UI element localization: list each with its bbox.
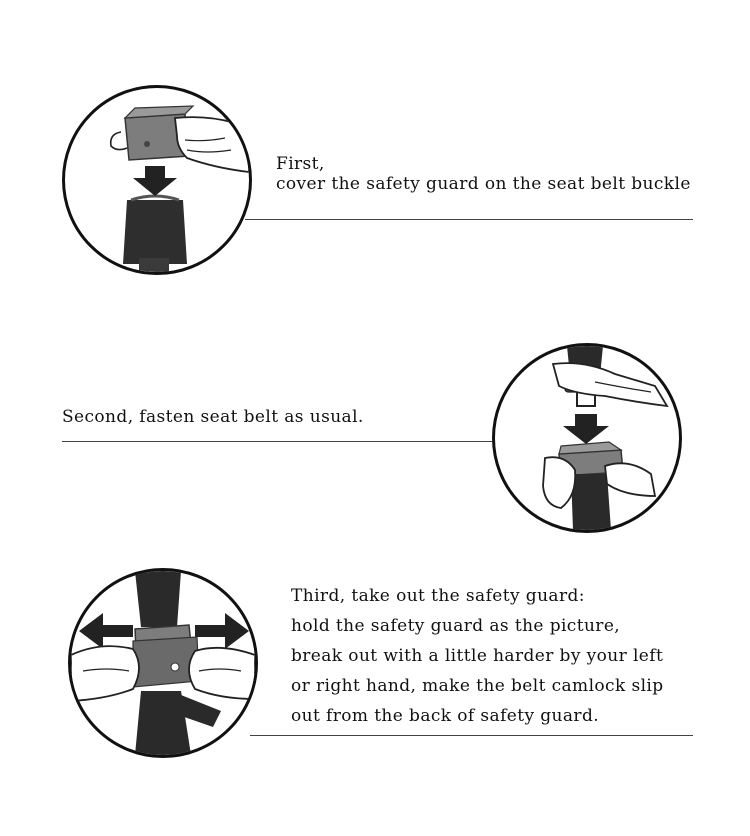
- step-3-line-5: out from the back of safety guard.: [291, 706, 600, 726]
- step-3-illustration: [68, 568, 258, 758]
- step-3-line-3: break out with a little harder by your left: [291, 646, 664, 666]
- step-1-text: [276, 156, 691, 195]
- hand-fastening-seat-belt-icon: [495, 346, 679, 530]
- step-3-line-1: Third, take out the safety guard:: [291, 586, 585, 606]
- step-2-illustration: [492, 343, 682, 533]
- step-1-rule: [245, 219, 693, 220]
- step-3-line-2: hold the safety guard as the picture,: [291, 616, 621, 636]
- step-2-rule: [62, 441, 496, 442]
- step-3-text: [291, 581, 664, 731]
- step-1-line-2: cover the safety guard on the seat belt buckle: [276, 174, 691, 194]
- hands-removing-guard-icon: [71, 571, 255, 755]
- step-2-text: [62, 402, 364, 432]
- hand-placing-guard-on-buckle-icon: [65, 88, 249, 272]
- step-3-rule: [250, 735, 693, 736]
- step-3-line-4: or right hand, make the belt camlock slip: [291, 676, 664, 696]
- step-1-line-1: First,: [276, 154, 325, 174]
- step-2-line-1: Second, fasten seat belt as usual.: [62, 407, 364, 427]
- step-1-illustration: [62, 85, 252, 275]
